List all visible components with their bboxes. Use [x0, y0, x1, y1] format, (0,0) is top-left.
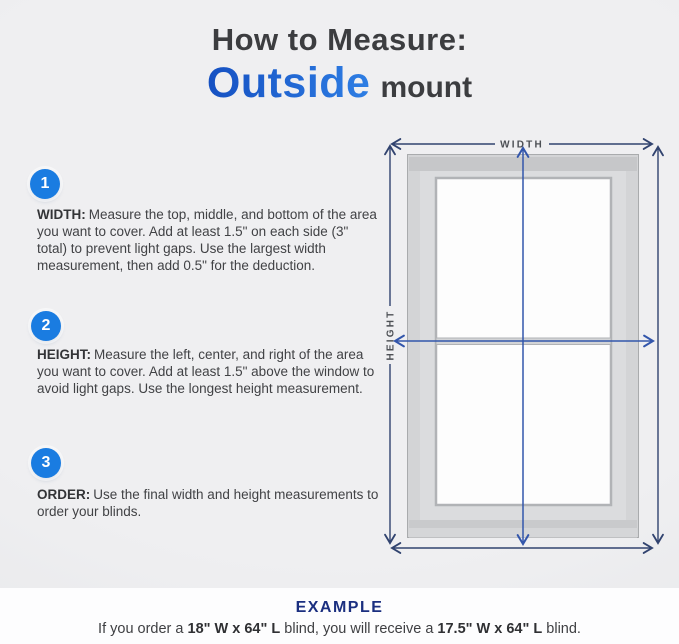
example-sentence [0, 621, 679, 637]
example-middle: blind, you will receive a [280, 621, 438, 637]
title-rest-mount: mount [380, 71, 473, 104]
step-3-label: ORDER: [37, 487, 91, 502]
step-3-badge [31, 448, 61, 478]
title-accent-outside: Outside [206, 59, 371, 107]
step-3-text [37, 486, 380, 520]
height-label: HEIGHT [385, 309, 397, 361]
step-1-body: Measure the top, middle, and bottom of the area you want to cover. Add at least 1.5" on each side (3" total) to prevent light gaps. Use the largest width measurement, then add 0.5" for the deduction. [37, 207, 377, 273]
page-title [0, 22, 679, 117]
title-line1: How to Measure: [211, 22, 468, 57]
step-1-label: WIDTH: [37, 207, 86, 222]
example-section [0, 599, 679, 637]
window-measurement-diagram [373, 127, 669, 563]
step-2-label: HEIGHT: [37, 347, 91, 362]
step-3-number: 3 [41, 454, 51, 471]
step-2-body: Measure the left, center, and right of the area you want to cover. Add at least 1.5" above the window to avoid light gaps. Use the longest height measurement. [37, 347, 375, 396]
window-diagram-svg [373, 127, 669, 563]
example-ordered-size: 18" W x 64" L [187, 621, 281, 637]
step-2-text [37, 346, 380, 397]
example-prefix: If you order a [98, 621, 188, 637]
step-2-badge [31, 311, 61, 341]
example-received-size: 17.5" W x 64" L [437, 621, 543, 637]
step-1-number: 1 [40, 175, 50, 192]
width-label: WIDTH [500, 139, 544, 151]
example-heading: EXAMPLE [295, 599, 384, 616]
step-1-badge [30, 169, 60, 199]
step-1-text [37, 206, 380, 274]
example-suffix: blind. [542, 621, 581, 637]
step-2-number: 2 [41, 317, 51, 334]
step-3-body: Use the final width and height measurements to order your blinds. [37, 487, 379, 519]
title-line2 [0, 59, 679, 117]
